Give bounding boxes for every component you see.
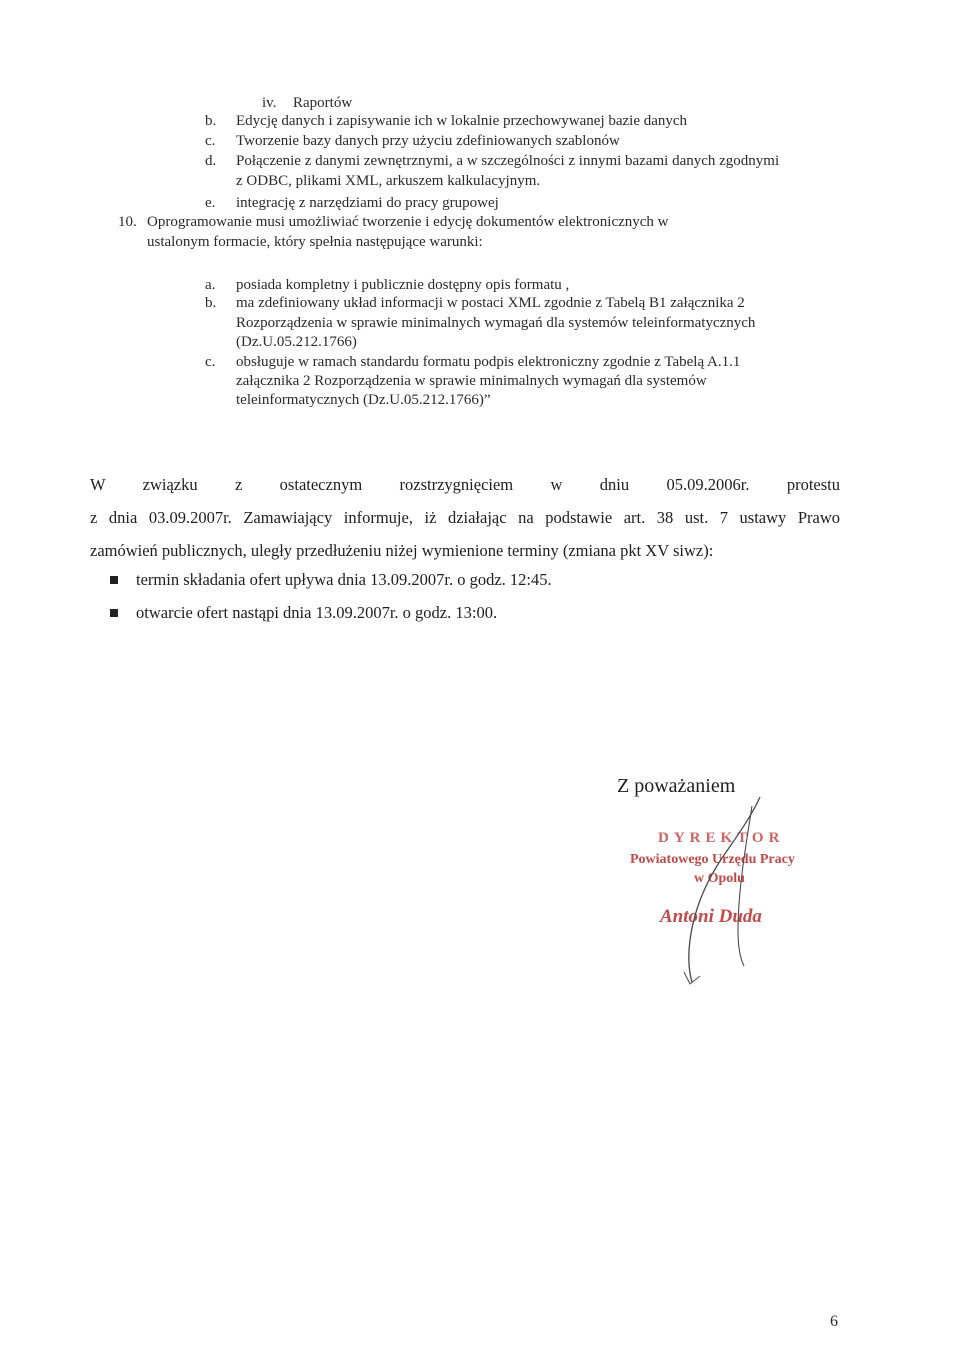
stamp-office: Powiatowego Urzędu Pracy [630, 852, 795, 867]
notice-line: zamówień publicznych, uległy przedłużeniu niżej wymienione terminy (zmiana pkt XV siwz): [90, 541, 714, 560]
list-item: Tworzenie bazy danych przy użyciu zdefiniowanych szablonów [236, 133, 620, 149]
list-item: obsługuje w ramach standardu formatu podpis elektroniczny zgodnie z Tabelą A.1.1 [236, 354, 741, 370]
list-marker: d. [205, 153, 217, 169]
page-number: 6 [830, 1313, 838, 1330]
list-marker: b. [205, 295, 217, 311]
list-marker: c. [205, 354, 216, 370]
list-item: Raportów [293, 95, 353, 111]
stamp-city: w Opolu [694, 871, 745, 886]
list-item: załącznika 2 Rozporządzenia w sprawie minimalnych wymagań dla systemów [236, 373, 707, 389]
list-item: posiada kompletny i publicznie dostępny opis formatu , [236, 277, 570, 293]
list-item: Połączenie z danymi zewnętrznymi, a w szczególności z innymi bazami danych zgodnymi [236, 153, 780, 169]
point-number: 10. [118, 214, 137, 230]
notice-line: z dnia 03.09.2007r. Zamawiający informuje, iż działając na podstawie art. 38 ust. 7 ustawy Prawo [90, 508, 840, 527]
list-marker: b. [205, 113, 217, 129]
list-marker: a. [205, 277, 216, 293]
notice-line: W związku z ostatecznym rozstrzygnięciem w dniu 05.09.2006r. protestu [90, 475, 840, 494]
list-marker: c. [205, 133, 216, 149]
list-item: Rozporządzenia w sprawie minimalnych wymagań dla systemów teleinformatycznych [236, 315, 756, 331]
point-text: ustalonym formacie, który spełnia następujące warunki: [147, 234, 483, 250]
list-item: Edycję danych i zapisywanie ich w lokalnie przechowywanej bazie danych [236, 113, 688, 129]
stamp-title: DYREKTOR [658, 830, 785, 846]
list-item: ma zdefiniowany układ informacji w postaci XML zgodnie z Tabelą B1 załącznika 2 [236, 295, 745, 311]
list-item: (Dz.U.05.212.1766) [236, 334, 357, 350]
list-marker: iv. [262, 95, 277, 111]
list-item: teleinformatycznych (Dz.U.05.212.1766)” [236, 392, 491, 408]
list-item: integrację z narzędziami do pracy grupowej [236, 195, 499, 211]
bullet-item: termin składania ofert upływa dnia 13.09.2007r. o godz. 12:45. [136, 570, 552, 589]
bullet-item: otwarcie ofert nastąpi dnia 13.09.2007r. o godz. 13:00. [136, 603, 498, 622]
stamp-name: Antoni Duda [660, 906, 762, 927]
closing-salutation: Z poważaniem [617, 775, 736, 797]
point-text: Oprogramowanie musi umożliwiać tworzenie i edycję dokumentów elektronicznych w [147, 214, 669, 230]
list-item-continuation: z ODBC, plikami XML, arkuszem kalkulacyjnym. [236, 173, 541, 189]
list-marker: e. [205, 195, 216, 211]
